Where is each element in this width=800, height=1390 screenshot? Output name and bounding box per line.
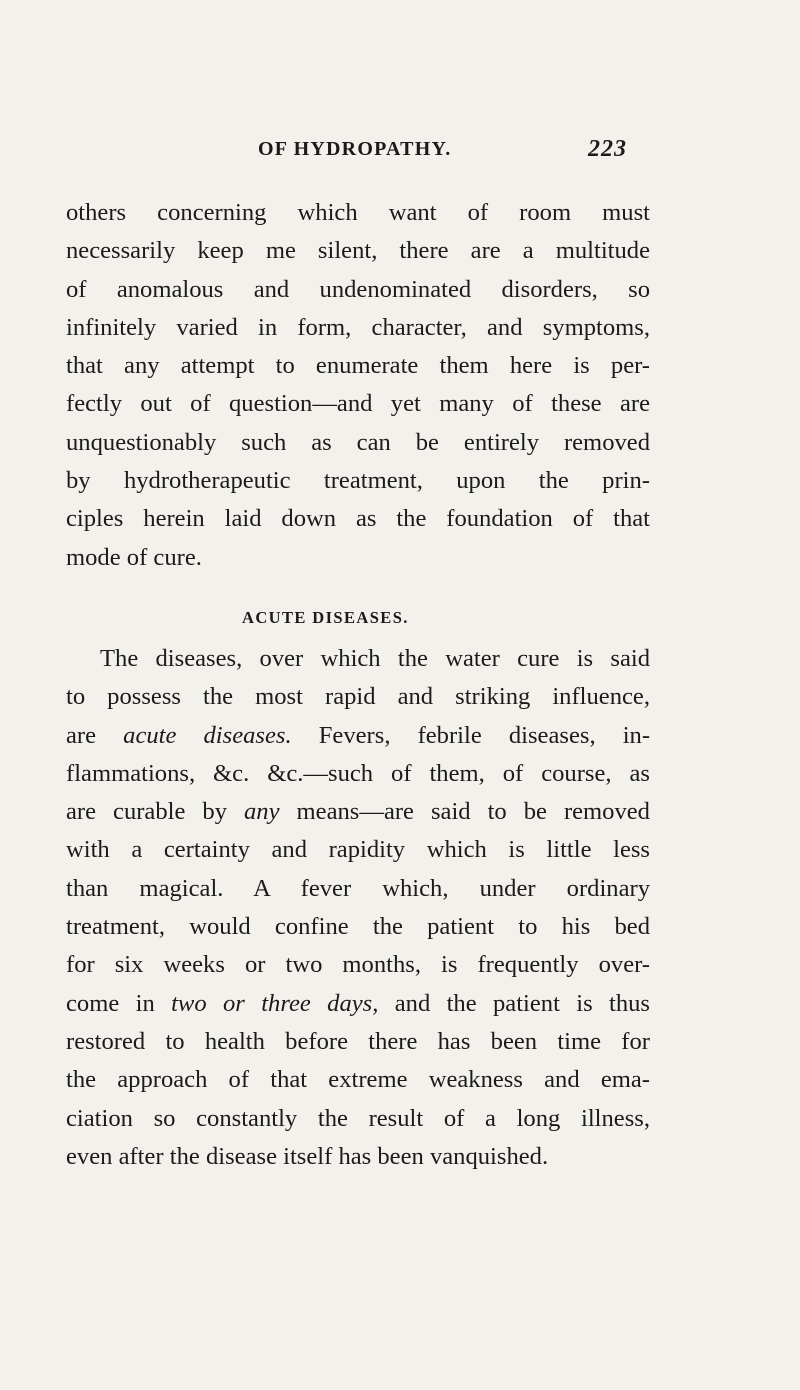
paragraph-1 xyxy=(66,194,650,577)
text-line: infinitely varied in form, character, and symptoms, xyxy=(66,313,650,341)
paragraph-2 xyxy=(66,640,650,1176)
text-line: for six weeks or two months, is frequently over- xyxy=(66,951,650,979)
italic-phrase: two or three days, xyxy=(171,989,379,1017)
text-line: by hydrotherapeutic treatment, upon the prin- xyxy=(66,467,650,495)
text-line xyxy=(66,793,650,831)
text-line: of anomalous and undenominated disorders, so xyxy=(66,275,650,303)
italic-phrase: acute diseases. xyxy=(123,721,292,749)
text-line: with a certainty and rapidity which is little less xyxy=(66,836,650,864)
text-segment: means—are said to be removed xyxy=(279,798,650,826)
text-line: the approach of that extreme weakness and ema- xyxy=(66,1066,650,1094)
text-line: that any attempt to enumerate them here is per- xyxy=(66,352,650,380)
text-line: ciples herein laid down as the foundation of that xyxy=(66,505,650,533)
text-line: necessarily keep me silent, there are a multitude xyxy=(66,237,650,265)
text-line: than magical. A fever which, under ordinary xyxy=(66,874,650,902)
text-line xyxy=(66,985,650,1023)
text-line: mode of cure. xyxy=(66,543,202,571)
text-line: fectly out of question—and yet many of these are xyxy=(66,390,650,418)
running-title: OF HYDROPATHY. xyxy=(258,138,452,160)
italic-phrase: any xyxy=(244,798,280,826)
text-line: restored to health before there has been time for xyxy=(66,1027,650,1055)
text-line: unquestionably such as can be entirely removed xyxy=(66,428,650,456)
text-line: others concerning which want of room must xyxy=(66,199,650,226)
section-heading-text: ACUTE DISEASES. xyxy=(242,608,409,627)
text-line: to possess the most rapid and striking influence, xyxy=(66,683,650,711)
running-head xyxy=(0,138,800,168)
section-heading xyxy=(0,608,800,634)
text-segment: are curable by xyxy=(66,798,244,826)
text-segment: are xyxy=(66,721,124,749)
text-line: treatment, would confine the patient to his bed xyxy=(66,913,650,941)
text-segment: Fevers, febrile diseases, in- xyxy=(291,721,651,749)
text-line: even after the disease itself has been vanquished. xyxy=(66,1142,549,1170)
text-line: ciation so constantly the result of a long illness, xyxy=(66,1104,650,1132)
text-line: flammations, &c. &c.—such of them, of course, as xyxy=(66,759,650,787)
text-segment: come in xyxy=(66,989,172,1017)
text-segment: and the patient is thus xyxy=(378,989,651,1017)
page-number: 223 xyxy=(588,136,627,162)
text-line: The diseases, over which the water cure is said xyxy=(100,645,650,672)
text-line xyxy=(66,717,650,755)
